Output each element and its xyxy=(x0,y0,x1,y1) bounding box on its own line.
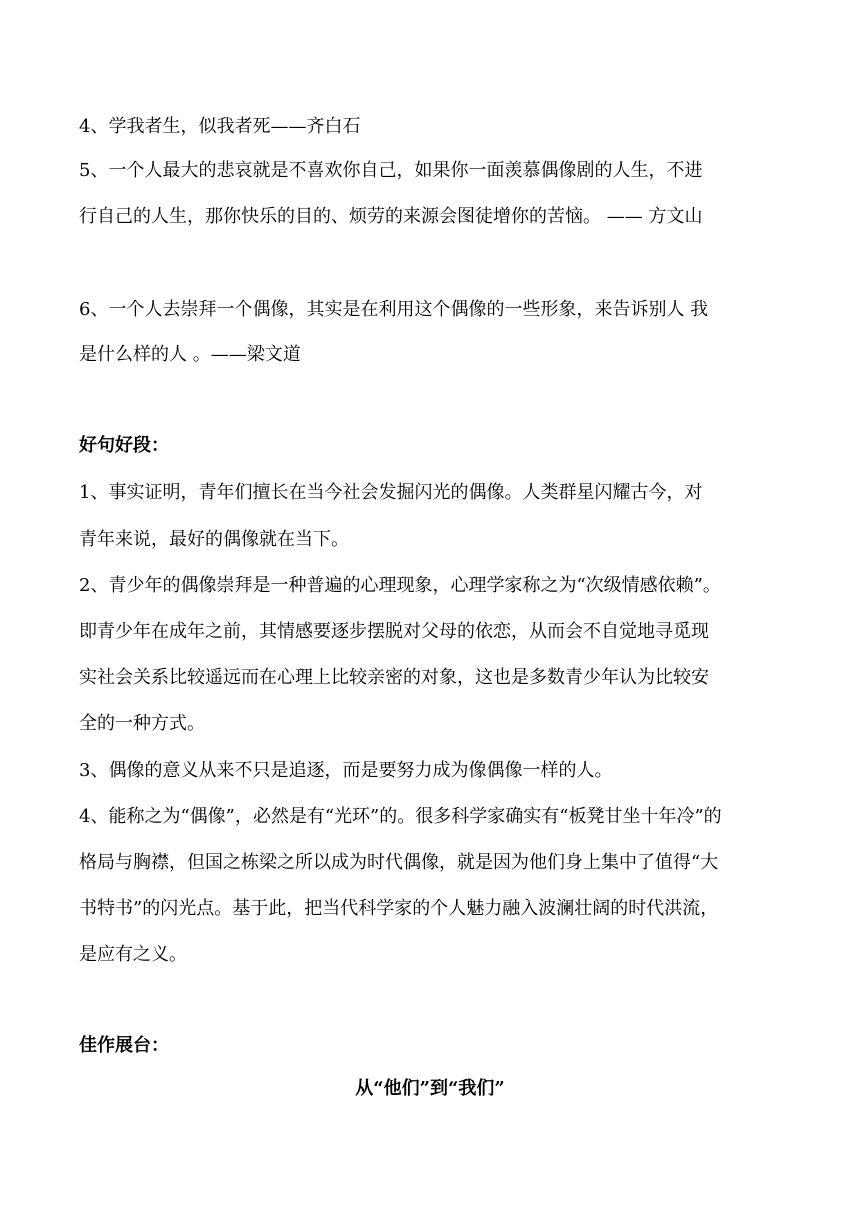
quote-6-line-2: 是什么样的人 。——梁文道 xyxy=(79,344,301,365)
quote-6-line-1: 6、一个人去崇拜一个偶像，其实是在利用这个偶像的一些形象，来告诉别人 我 xyxy=(79,299,709,320)
good-sentence-4-line-4: 是应有之义。 xyxy=(79,944,187,965)
good-sentences-heading: 好句好段： xyxy=(79,435,169,456)
quote-5-line-1: 5、一个人最大的悲哀就是不喜欢你自己，如果你一面羡慕偶像剧的人生，不进 xyxy=(79,160,703,181)
quote-5-line-2: 行自己的人生，那你快乐的目的、烦劳的来源会图徒增你的苦恼。 —— 方文山 xyxy=(79,206,703,227)
good-sentence-2-line-1: 2、青少年的偶像崇拜是一种普遍的心理现象，心理学家称之为“次级情感依赖”。 xyxy=(79,575,721,596)
quote-4-line-1: 4、学我者生，似我者死——齐白石 xyxy=(79,116,361,137)
good-sentence-4-line-2: 格局与胸襟，但国之栋梁之所以成为时代偶像，就是因为他们身上集中了值得“大 xyxy=(79,852,719,873)
good-sentence-4-line-1: 4、能称之为“偶像”，必然是有“光环”的。很多科学家确实有“板凳甘坐十年冷”的 xyxy=(79,806,722,827)
good-sentence-2-line-4: 全的一种方式。 xyxy=(79,713,205,734)
good-sentence-2-line-3: 实社会关系比较遥远而在心理上比较亲密的对象，这也是多数青少年认为比较安 xyxy=(79,667,709,688)
good-sentence-1-line-1: 1、事实证明，青年们擅长在当今社会发掘闪光的偶像。人类群星闪耀古今，对 xyxy=(79,482,703,503)
essay-title: 从“他们”到“我们” xyxy=(355,1078,505,1099)
good-sentence-4-line-3: 书特书”的闪光点。基于此，把当代科学家的个人魅力融入波澜壮阔的时代洪流， xyxy=(79,898,719,919)
good-sentence-2-line-2: 即青少年在成年之前，其情感要逐步摆脱对父母的依恋，从而会不自觉地寻觅现 xyxy=(79,621,709,642)
good-sentence-3-line-1: 3、偶像的意义从来不只是追逐，而是要努力成为像偶像一样的人。 xyxy=(79,760,613,781)
good-sentence-1-line-2: 青年来说，最好的偶像就在当下。 xyxy=(79,529,349,550)
showcase-heading: 佳作展台： xyxy=(79,1035,169,1056)
